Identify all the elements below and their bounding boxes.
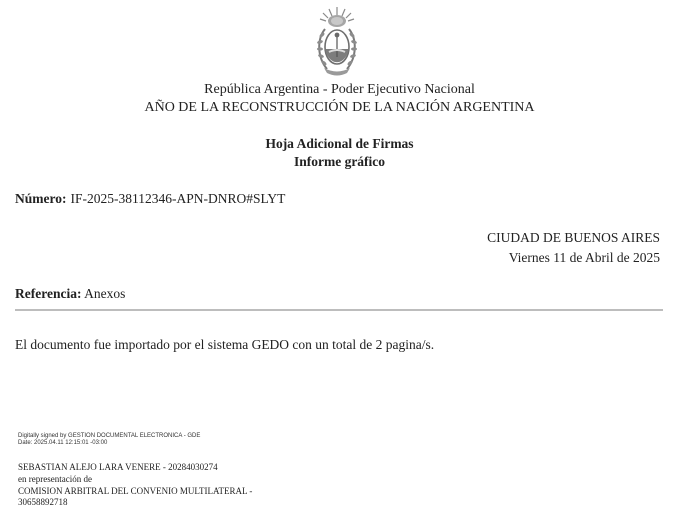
- place-date: Viernes 11 de Abril de 2025: [508, 250, 660, 265]
- signer-representation: en representación de: [18, 474, 92, 484]
- sheet-subtitle: Informe gráfico: [293, 154, 386, 169]
- document-number: [15, 191, 285, 207]
- header-government-line: República Argentina - Poder Ejecutivo Nacional: [204, 82, 475, 97]
- digital-signature-line: Digitally signed by GESTION DOCUMENTAL ELECTRONICA - GDE: [18, 433, 201, 439]
- sheet-title: Hoja Adicional de Firmas: [265, 136, 414, 151]
- signer-organization-id: 30658892718: [18, 497, 68, 507]
- argentina-coat-of-arms-icon: [311, 5, 363, 81]
- header-year-motto: AÑO DE LA RECONSTRUCCIÓN DE LA NACIÓN ARGENTINA: [144, 100, 535, 115]
- reference-label: Referencia:: [15, 286, 82, 301]
- document-number-label: Número:: [15, 191, 67, 206]
- digital-signature-date: Date: 2025.04.11 12:15:01 -03:00: [18, 440, 108, 446]
- signer-organization: COMISION ARBITRAL DEL CONVENIO MULTILATERAL -: [18, 486, 253, 496]
- place-city: CIUDAD DE BUENOS AIRES: [487, 230, 660, 245]
- section-divider: [15, 309, 663, 311]
- document-body-text: El documento fue importado por el sistema GEDO con un total de 2 pagina/s.: [15, 337, 435, 352]
- reference-value: Anexos: [84, 286, 126, 301]
- document-number-value: IF-2025-38112346-APN-DNRO#SLYT: [70, 191, 286, 206]
- reference: [15, 286, 125, 302]
- signer-name: SEBASTIAN ALEJO LARA VENERE - 20284030274: [18, 462, 218, 472]
